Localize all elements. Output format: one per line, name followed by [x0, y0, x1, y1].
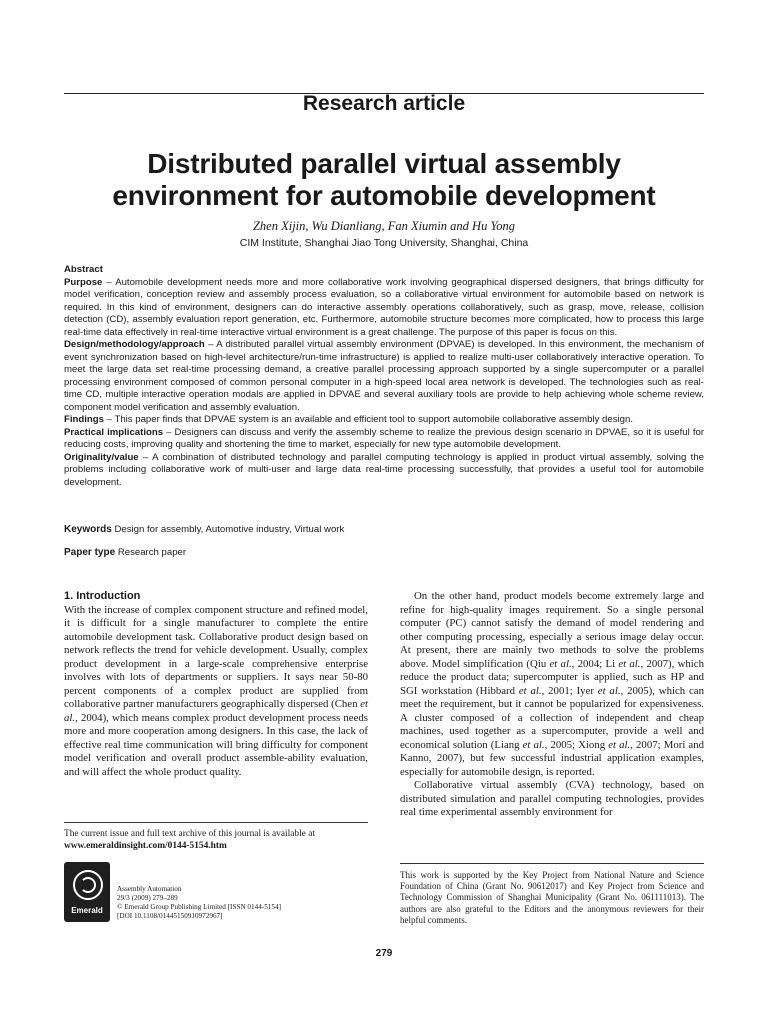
- journal-url-link[interactable]: www.emeraldinsight.com/0144-5154.htm: [64, 841, 227, 851]
- section-type-heading: Research article: [302, 92, 466, 115]
- article-title: [64, 148, 704, 212]
- left-column: [64, 590, 368, 779]
- journal-archive-note: The current issue and full text archive of this journal is available at www.emeraldinsight.com/0144-5154.htm: [64, 829, 315, 851]
- abstract-practical: Practical implications – Designers can discuss and verify the assembly scheme to realize the previous design scenario in DPVAE, so it is useful for reducing costs, improving quality and shortening the time to market, especially for new type automobile development.: [64, 426, 705, 450]
- journal-name: Assembly Automation: [117, 885, 182, 893]
- abstract-heading: Abstract: [64, 264, 103, 275]
- paper-type-line: Paper type Research paper: [64, 547, 187, 558]
- abstract-section: [64, 264, 704, 489]
- funding-note: This work is supported by the Key Project from National Nature and Science Foundation of China (Grant No. 90612017) and Key Project from Science and Technology Commission of Shanghai Municipality (Grant No. 061111013). The authors are also grateful to the Editors and the anonymous reviewers for their helpful comments.: [400, 870, 704, 925]
- right-footnote-rule: [400, 863, 704, 864]
- emerald-logo-icon: [64, 862, 110, 922]
- page-number: 279: [375, 948, 393, 959]
- abstract-purpose: Purpose – Automobile development needs more and more collaborative work involving geographical dispersed designers, that brings difficulty for model verification, conception review and assembly process evaluation, so a collaborative virtual environment for automobile based on network is required. In this kind of environment, designers can do interactive assembly operations collaboratively, such as grasp, move, release, collision detection (CD), assembly evaluation report generation, etc. Furthermore, automobile structure becomes more complicated, how to process this large real-time data effectively in real-time interactive virtual environment is a great challenge. The purpose of this paper is focus on this.: [64, 276, 704, 338]
- abstract-originality: Originality/value – A combination of distributed technology and parallel computing technology is applied in product virtual assembly, solving the problems including collaborative work of multi-user and large data real-time processing successfully, that provides a useful tool for automobile development.: [64, 451, 704, 488]
- logo-text: Emerald: [71, 906, 103, 915]
- title-line-1: Distributed parallel virtual assembly: [147, 148, 621, 179]
- publication-info: [117, 885, 281, 921]
- keywords-line: Keywords Design for assembly, Automotive industry, Virtual work: [64, 524, 345, 535]
- copyright-line: © Emerald Group Publishing Limited [ISSN 0144-5154]: [117, 903, 281, 911]
- doi-line: [DOI 10.1108/01445150910972967]: [117, 912, 223, 920]
- title-line-2: environment for automobile development: [112, 180, 656, 211]
- introduction-heading: 1. Introduction: [64, 590, 141, 602]
- journal-volume: 29/3 (2009) 279–289: [117, 894, 178, 902]
- affiliation: CIM Institute, Shanghai Jiao Tong University, Shanghai, China: [239, 237, 529, 249]
- abstract-findings: Findings – This paper finds that DPVAE system is an available and efficient tool to support automobile collaborative assembly design.: [64, 414, 633, 425]
- intro-paragraph-2: On the other hand, product models become extremely large and refine for high-quality images requirement. So a single personal computer (PC) cannot satisfy the demand of model rendering and other computing processing, especially a serious image delay occur. At present, there are mainly two methods to solve the problems above. Model simplification (Qiu et al., 2004; Li et al., 2007), which reduce the product data; supercomputer is applied, such as HP and SGI workstation (Hibbard et al., 2001; Iyer et al., 2005), which can meet the requirement, but it cannot be popularized for expensiveness. A cluster composed of a collection of independent and cheap machines, used together as a supercomputer, provide a well and economical solution (Liang et al., 2005; Xiong et al., 2007; Mori and Kanno, 2007), but few successful industrial application examples, especially for automobile design, is reported.: [400, 590, 705, 778]
- intro-paragraph-3: Collaborative virtual assembly (CVA) technology, based on distributed simulation and parallel computing technologies, provides real time experimental assembly environment for: [400, 779, 704, 818]
- right-column: [400, 590, 704, 820]
- abstract-design: Design/methodology/approach – A distributed parallel virtual assembly environment (DPVAE) is developed. In this environment, the mechanism of event synchronization based on high-level architecture/run-time infrastructure) is applied to realize multi-user collaboratively interactive operation. To meet the large data set real-time processing demand, a creative parallel processing approach supported by a single supercomputer or a parallel processing environment composed of common personal computer in a high-speed local area network is developed. The technologies such as real-time CD, multiple interactive operation modals are applied in DPVAE and several auxiliary tools are provide to help achieving whole scheme review, component model verification and assembly evaluation.: [64, 339, 704, 413]
- author-list: Zhen Xijin, Wu Dianliang, Fan Xiumin and Hu Yong: [252, 219, 516, 233]
- intro-paragraph-1: With the increase of complex component structure and refined model, it is difficult for a single manufacturer to complete the entire automobile development task. Collaborative product design based on network reflects the trend for vehicle development. Usually, complex product development in a large-scale comprehensive enterprise involves with lots of departments or suppliers. It says near 50-80 percent components of a complex product are supplied from collaborative partner manufacturers geographically dispersed (Chen et al., 2004), which means complex product development process needs more and more cooperation among designers. In this case, the lack of effective real time communication will bring difficulty for component model verification and overall product assemble-ability evaluation, and will affect the whole product quality.: [64, 603, 368, 778]
- left-footnote-rule: [64, 822, 368, 823]
